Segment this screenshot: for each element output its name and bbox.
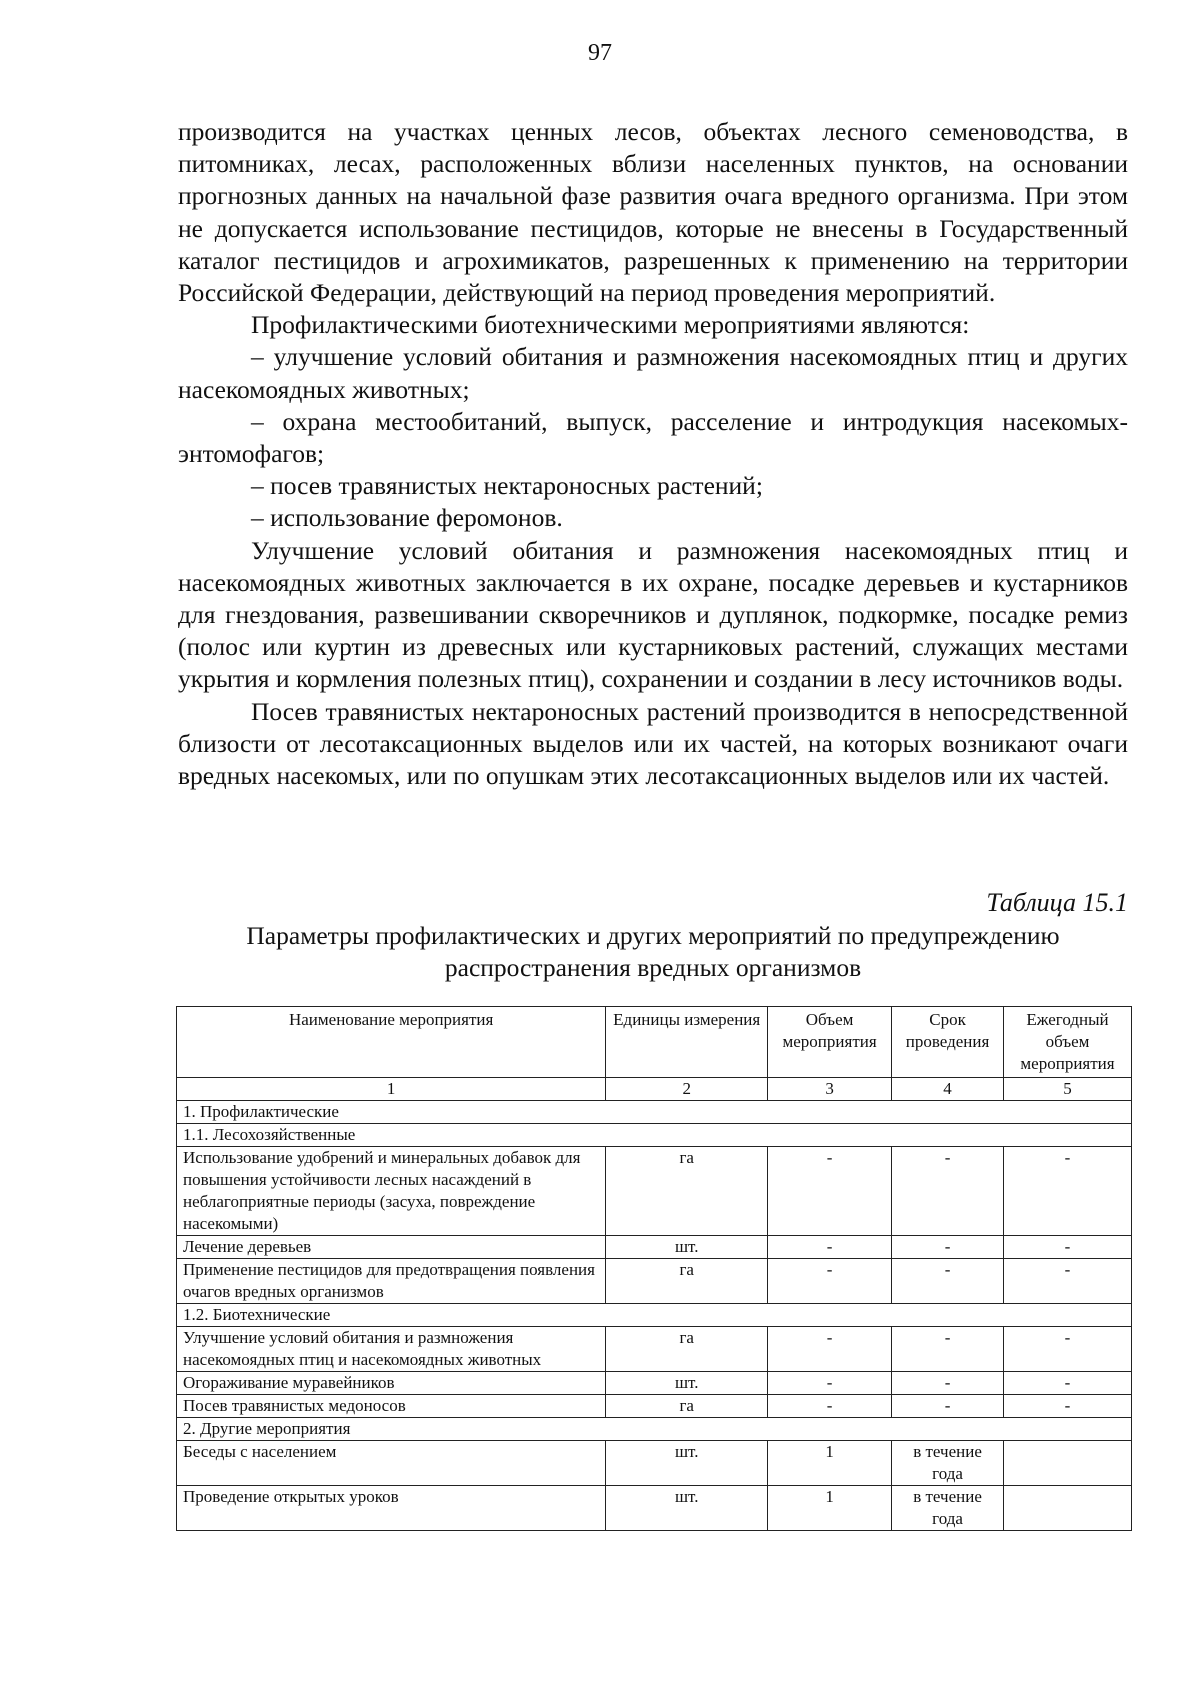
unit: га xyxy=(606,1259,768,1304)
term: - xyxy=(892,1236,1004,1259)
table-row xyxy=(177,1372,1132,1395)
measure-name: Использование удобрений и минеральных добавок для повышения устойчивости лесных насаждений в неблагоприятные периоды (засуха, повреждение насекомыми) xyxy=(177,1147,606,1236)
measure-name: Применение пестицидов для предотвращения появления очагов вредных организмов xyxy=(177,1259,606,1304)
subsection-label: 1.1. Лесохозяйственные xyxy=(177,1124,1132,1147)
column-number: 4 xyxy=(892,1078,1004,1101)
term: - xyxy=(892,1147,1004,1236)
measure-name: Проведение открытых уроков xyxy=(177,1486,606,1531)
table-row xyxy=(177,1327,1132,1372)
term: в течение года xyxy=(892,1486,1004,1531)
subsection-row xyxy=(177,1304,1132,1327)
table-label: Таблица 15.1 xyxy=(986,888,1128,917)
body-text xyxy=(178,116,1128,792)
section-label: 1. Профилактические xyxy=(177,1101,1132,1124)
annual-volume: - xyxy=(1004,1372,1132,1395)
table-header-row xyxy=(177,1007,1132,1078)
paragraph: Профилактическими биотехническими мероприятиями являются: xyxy=(251,310,970,340)
table-title xyxy=(178,920,1128,984)
header-cell: Наименование мероприятия xyxy=(177,1007,606,1078)
measure-name: Лечение деревьев xyxy=(177,1236,606,1259)
volume: - xyxy=(768,1327,892,1372)
annual-volume: - xyxy=(1004,1147,1132,1236)
section-row xyxy=(177,1101,1132,1124)
list-item: – использование феромонов. xyxy=(251,503,563,533)
header-cell: Ежегодный объем мероприятия xyxy=(1004,1007,1132,1078)
annual-volume: - xyxy=(1004,1259,1132,1304)
unit: га xyxy=(606,1395,768,1418)
volume: 1 xyxy=(768,1486,892,1531)
volume: 1 xyxy=(768,1441,892,1486)
column-number: 1 xyxy=(177,1078,606,1101)
section-label: 2. Другие мероприятия xyxy=(177,1418,1132,1441)
parameters-table xyxy=(176,1006,1132,1531)
volume: - xyxy=(768,1259,892,1304)
header-cell: Единицы измерения xyxy=(606,1007,768,1078)
table-row xyxy=(177,1259,1132,1304)
unit: шт. xyxy=(606,1372,768,1395)
annual-volume: - xyxy=(1004,1236,1132,1259)
list-item: – улучшение условий обитания и размножения насекомоядных птиц и других насекомоядных животных; xyxy=(178,342,1128,404)
subsection-label: 1.2. Биотехнические xyxy=(177,1304,1132,1327)
page-number: 97 xyxy=(588,40,612,66)
section-row xyxy=(177,1418,1132,1441)
term: - xyxy=(892,1259,1004,1304)
measure-name: Беседы с населением xyxy=(177,1441,606,1486)
unit: шт. xyxy=(606,1486,768,1531)
paragraph: Улучшение условий обитания и размножения насекомоядных птиц и насекомоядных животных заключается в их охране, посадке деревьев и кустарников для гнездования, развешивании скворечников и дуплянок, подкормке, посадке ремиз (полос или куртин из древесных или кустарниковых растений, служащих местами укрытия и кормления полезных птиц), сохранении и создании в лесу источников воды. xyxy=(178,535,1128,694)
annual-volume: - xyxy=(1004,1327,1132,1372)
column-number: 5 xyxy=(1004,1078,1132,1101)
table-row xyxy=(177,1147,1132,1236)
term: - xyxy=(892,1327,1004,1372)
term: - xyxy=(892,1395,1004,1418)
term: в течение года xyxy=(892,1441,1004,1486)
header-cell: Объем мероприятия xyxy=(768,1007,892,1078)
column-number-row xyxy=(177,1078,1132,1101)
paragraph: производится на участках ценных лесов, объектах лесного семеноводства, в питомниках, лесах, расположенных вблизи населенных пунктов, на основании прогнозных данных на начальной фазе развития очага вредного организма. При этом не допускается использование пестицидов, которые не внесены в Государственный каталог пестицидов и агрохимикатов, разрешенных к применению на территории Российской Федерации, действующий на период проведения мероприятий. xyxy=(178,117,1128,308)
volume: - xyxy=(768,1236,892,1259)
column-number: 2 xyxy=(606,1078,768,1101)
list-item: – посев травянистых нектароносных растений; xyxy=(251,471,763,501)
table-row xyxy=(177,1395,1132,1418)
measure-name: Огораживание муравейников xyxy=(177,1372,606,1395)
unit: шт. xyxy=(606,1441,768,1486)
annual-volume: - xyxy=(1004,1395,1132,1418)
table-row xyxy=(177,1486,1132,1531)
paragraph: Посев травянистых нектароносных растений производится в непосредственной близости от лесотаксационных выделов или их частей, на которых возникают очаги вредных насекомых, или по опушкам этих лесотаксационных выделов или их частей. xyxy=(178,696,1128,791)
term: - xyxy=(892,1372,1004,1395)
list-item: – охрана местообитаний, выпуск, расселение и интродукция насекомых-энтомофагов; xyxy=(178,406,1128,469)
table-row xyxy=(177,1441,1132,1486)
unit: шт. xyxy=(606,1236,768,1259)
volume: - xyxy=(768,1147,892,1236)
header-cell: Срок проведения xyxy=(892,1007,1004,1078)
subsection-row xyxy=(177,1124,1132,1147)
column-number: 3 xyxy=(768,1078,892,1101)
measure-name: Посев травянистых медоносов xyxy=(177,1395,606,1418)
measure-name: Улучшение условий обитания и размножения насекомоядных птиц и насекомоядных животных xyxy=(177,1327,606,1372)
annual-volume xyxy=(1004,1441,1132,1486)
unit: га xyxy=(606,1327,768,1372)
annual-volume xyxy=(1004,1486,1132,1531)
table-row xyxy=(177,1236,1132,1259)
table-title-line: Параметры профилактических и других мероприятий по предупреждению xyxy=(246,921,1060,950)
volume: - xyxy=(768,1395,892,1418)
unit: га xyxy=(606,1147,768,1236)
table-title-line: распространения вредных организмов xyxy=(444,953,862,982)
volume: - xyxy=(768,1372,892,1395)
